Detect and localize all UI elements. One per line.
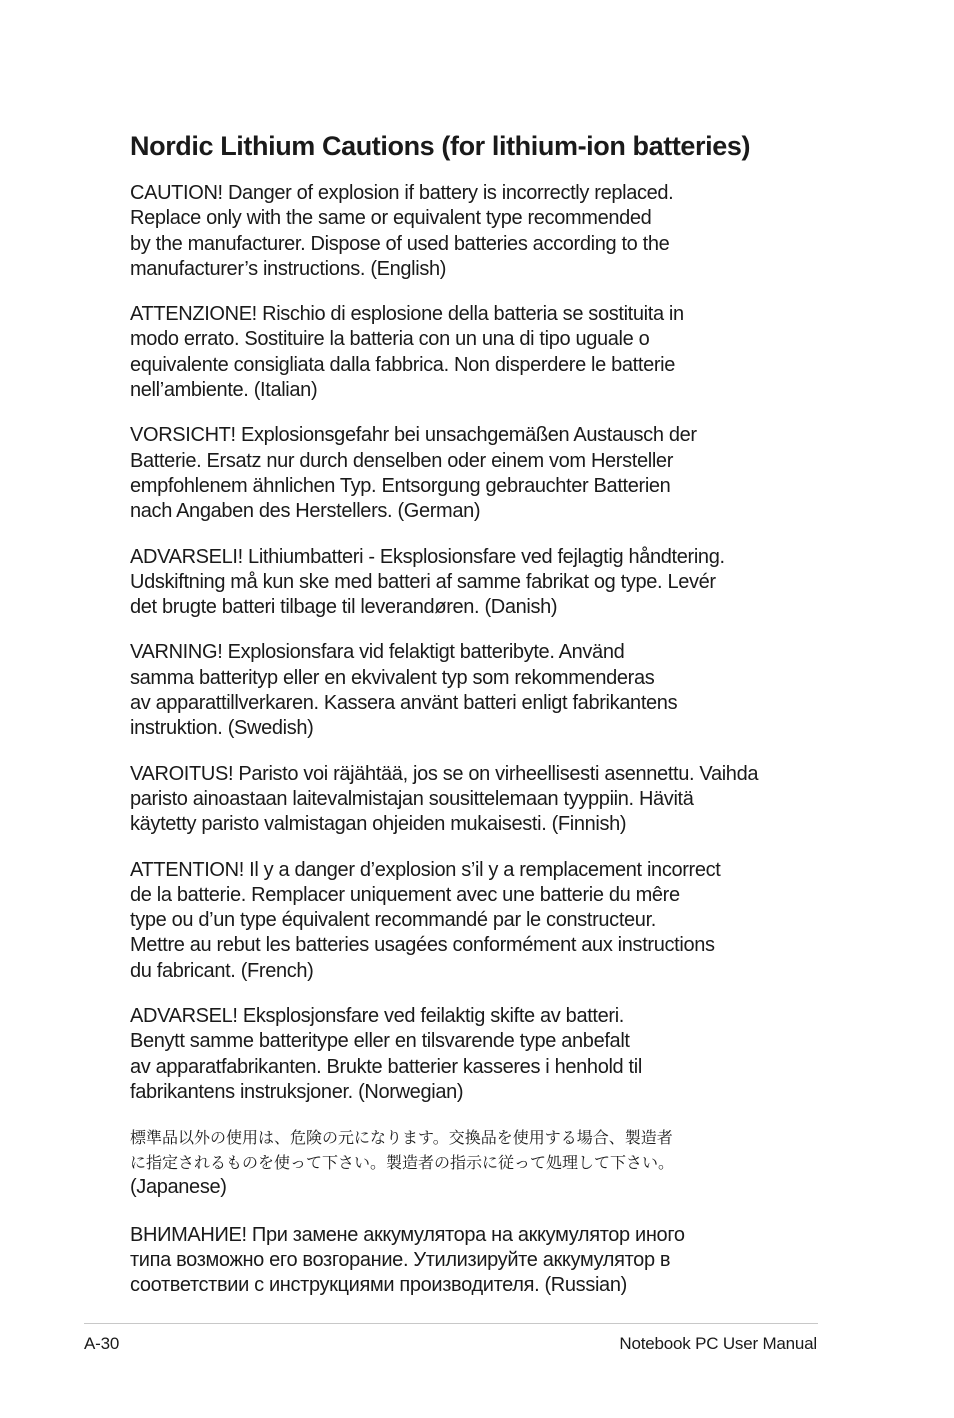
caution-line: empfohlenem ähnlichen Typ. Entsorgung gebrauchter Batterien [130, 474, 671, 497]
caution-line: de la batterie. Remplacer uniquement avec une batterie du mêre [130, 883, 680, 906]
caution-danish [130, 545, 822, 621]
caution-line: типа возможно его возгорание. Утилизируйте аккумулятор в [130, 1248, 671, 1271]
caution-line: du fabricant. (French) [130, 959, 314, 982]
caution-line: ADVARSELI! Lithiumbatteri - Eksplosionsfare ved fejlagtig håndtering. [130, 545, 725, 568]
caution-line: fabrikantens instruksjoner. (Norwegian) [130, 1080, 464, 1103]
caution-line: соответствии с инструкциями производителя. (Russian) [130, 1274, 627, 1297]
caution-line: Mettre au rebut les batteries usagées conformément aux instructions [130, 934, 715, 957]
caution-line: VORSICHT! Explosionsgefahr bei unsachgemäßen Austausch der [130, 424, 697, 447]
page-title: Nordic Lithium Cautions (for lithium-ion batteries) [130, 131, 751, 161]
caution-line: ATTENTION! Il y a danger d’explosion s’il y a remplacement incorrect [130, 858, 721, 881]
caution-list [130, 181, 822, 1318]
caution-english [130, 181, 822, 282]
caution-line: type ou d’un type équivalent recommandé par le constructeur. [130, 909, 656, 932]
page-number: A-30 [84, 1334, 120, 1353]
caution-line: ВНИМАНИЕ! При замене аккумулятора на аккумулятор иного [130, 1223, 685, 1246]
caution-japanese [130, 1125, 822, 1200]
caution-line: Udskiftning må kun ske med batteri af samme fabrikat og type. Levér [130, 570, 716, 593]
caution-line: に指定されるものを使って下さい。製造者の指示に従って処理して下さい。 [130, 1153, 675, 1173]
caution-line: av apparattillverkaren. Kassera använt batteri enligt fabrikantens [130, 692, 678, 715]
caution-line: VAROITUS! Paristo voi räjähtää, jos se on virheellisesti asennettu. Vaihda [130, 762, 759, 785]
caution-line: nach Angaben des Herstellers. (German) [130, 500, 481, 523]
caution-german [130, 423, 822, 524]
caution-line: 標準品以外の使用は、危険の元になります。交換品を使用する場合、製造者 [130, 1128, 673, 1148]
caution-line: Benytt samme batteritype eller en tilsvarende type anbefalt [130, 1030, 630, 1053]
caution-russian [130, 1223, 822, 1299]
caution-italian [130, 302, 822, 403]
caution-line: equivalente consigliata dalla fabbrica. Non disperdere le batterie [130, 353, 676, 376]
caution-line: Batterie. Ersatz nur durch denselben oder einem vom Hersteller [130, 449, 674, 472]
caution-line: paristo ainoastaan laitevalmistajan sousittelemaan tyyppiin. Hävitä [130, 787, 694, 810]
caution-line: samma batterityp eller en ekvivalent typ som rekommenderas [130, 666, 655, 689]
caution-line: ATTENZIONE! Rischio di esplosione della batteria se sostituita in [130, 303, 684, 326]
caution-finnish [130, 762, 822, 838]
caution-line: nell’ambiente. (Italian) [130, 379, 318, 402]
caution-line: CAUTION! Danger of explosion if battery is incorrectly replaced. [130, 182, 674, 204]
caution-line: modo errato. Sostituire la batteria con un una di tipo uguale o [130, 328, 650, 351]
footer-divider [84, 1323, 818, 1324]
caution-line: instruktion. (Swedish) [130, 717, 314, 740]
caution-line: VARNING! Explosionsfara vid felaktigt batteribyte. Använd [130, 641, 625, 664]
caution-line: ADVARSEL! Eksplosjonsfare ved feilaktig skifte av batteri. [130, 1005, 625, 1028]
caution-line: käytetty paristo valmistagan ohjeiden mukaisesti. (Finnish) [130, 813, 627, 836]
manual-title: Notebook PC User Manual [619, 1334, 817, 1353]
caution-line: manufacturer’s instructions. (English) [130, 257, 447, 280]
caution-line: by the manufacturer. Dispose of used batteries according to the [130, 232, 670, 255]
caution-norwegian [130, 1004, 822, 1105]
caution-french [130, 858, 822, 984]
language-label: (Japanese) [130, 1176, 227, 1199]
caution-swedish [130, 640, 822, 741]
caution-line: Replace only with the same or equivalent type recommended [130, 207, 652, 230]
caution-line: det brugte batteri tilbage til leverandøren. (Danish) [130, 596, 558, 619]
caution-line: av apparatfabrikanten. Brukte batterier kasseres i henhold til [130, 1055, 642, 1078]
